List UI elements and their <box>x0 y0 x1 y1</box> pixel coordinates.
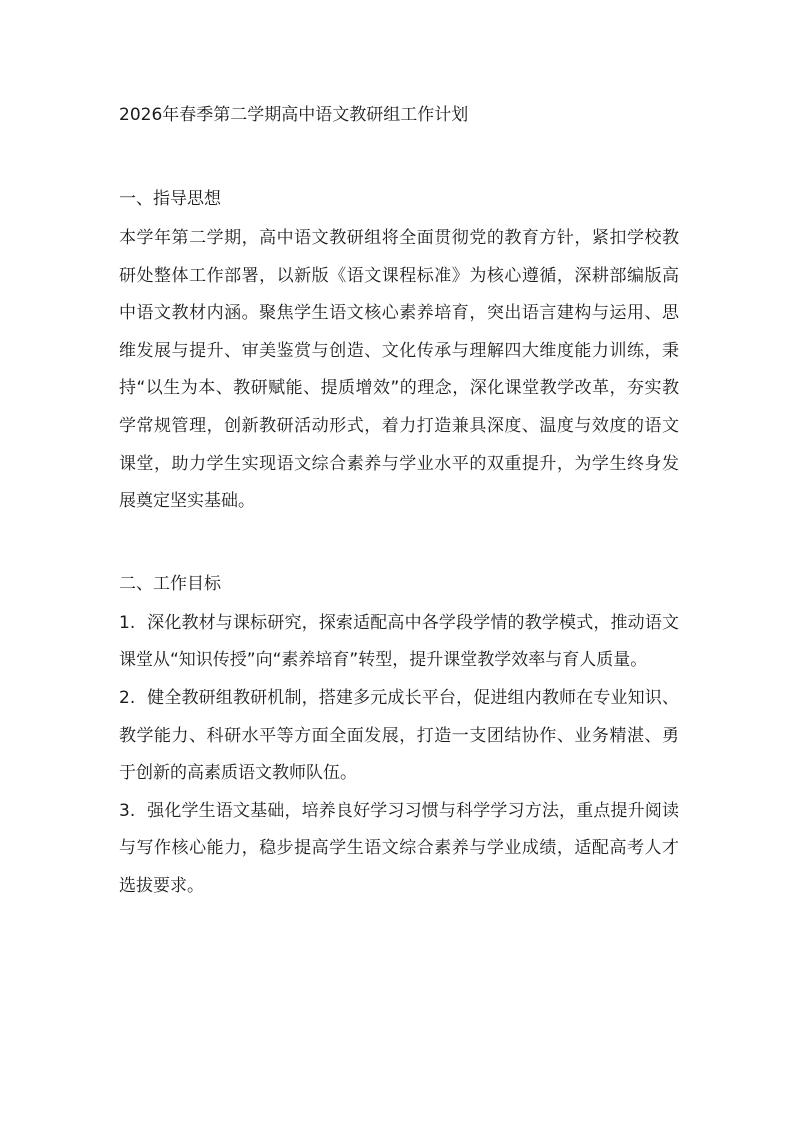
document-title: 2026年春季第二学期高中语文教研组工作计划 <box>119 105 469 125</box>
goal-item-text: 深化教材与课标研究，探索适配高中各学段学情的教学模式，推动语文课堂从“知识传授”向“素养培育”转型，提升课堂教学效率与育人质量。 <box>119 612 679 671</box>
section-heading-work-goals: 二、工作目标 <box>119 573 221 594</box>
section-heading-guiding-thought: 一、指导思想 <box>119 189 221 209</box>
goal-item-2 <box>119 680 679 793</box>
goal-item-text: 健全教研组教研机制，搭建多元成长平台，促进组内教师在专业知识、教学能力、科研水平等方面全面发展，打造一支团结协作、业务精湛、勇于创新的高素质语文教师队伍。 <box>119 687 679 784</box>
goal-item-number: 3. <box>119 800 136 821</box>
document-body <box>119 100 679 906</box>
goal-item-text: 强化学生语文基础，培养良好学习习惯与科学学习方法，重点提升阅读与写作核心能力，稳步提高学生语文综合素养与学业成绩，适配高考人才选拔要求。 <box>119 800 679 896</box>
guiding-thought-paragraph: 本学年第二学期，高中语文教研组将全面贯彻党的教育方针，紧扣学校教研处整体工作部署，以新版《语文课程标准》为核心遵循，深耕部编版高中语文教材内涵。聚焦学生语文核心素养培育，突出语言建构与运用、思维发展与提升、审美鉴赏与创造、文化传承与理解四大维度能力训练，秉持“以生为本、教研赋能、提质增效”的理念，深化课堂教学改革，夯实教学常规管理，创新教研活动形式，着力打造兼具深度、温度与效度的语文课堂，助力学生实现语文综合素养与学业水平的双重提升，为学生终身发展奠定坚实基础。 <box>119 228 679 512</box>
goal-item-1 <box>119 605 679 680</box>
goal-item-3 <box>119 793 679 906</box>
goal-item-number: 1. <box>119 612 136 633</box>
goal-item-number: 2. <box>119 687 136 708</box>
